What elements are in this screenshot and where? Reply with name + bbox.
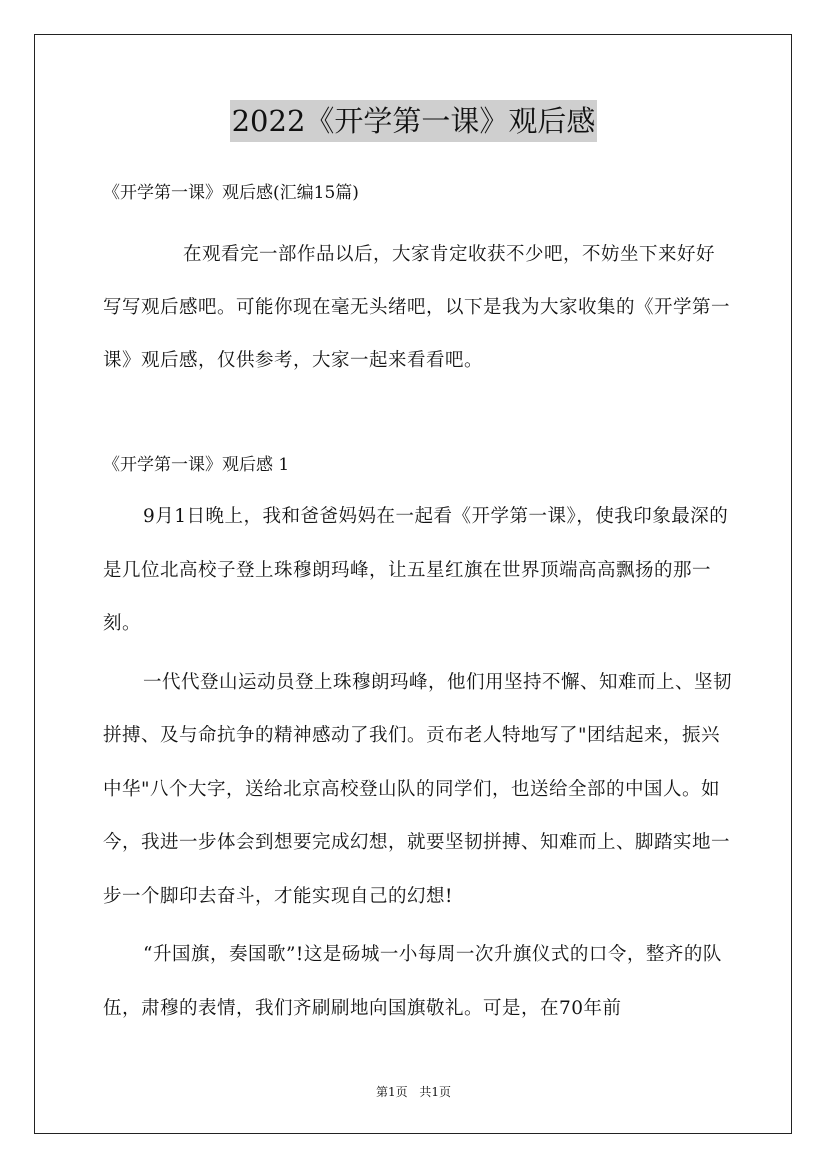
- page-footer: [0, 1084, 827, 1100]
- page-number: 第1页: [375, 1085, 408, 1099]
- body-paragraph-3: “升国旗，奏国歌”!这是砀城一小每周一次升旗仪式的口令，整齐的队伍，肃穆的表情，我们齐刷刷地向国旗敬礼。可是，在70年前: [103, 944, 722, 1019]
- intro-paragraph: 在观看完一部作品以后，大家肯定收获不少吧，不妨坐下来好好写写观后感吧。可能你现在毫无头绪吧，以下是我为大家收集的《开学第一课》观后感，仅供参考，大家一起来看看吧。: [103, 244, 731, 371]
- page-total: 共1页: [419, 1085, 452, 1099]
- body-text: [103, 490, 735, 1040]
- body-paragraph-1: 9月1日晚上，我和爸爸妈妈在一起看《开学第一课》，使我印象最深的是几位北高校子登上珠穆朗玛峰，让五星红旗在世界顶端高高飘扬的那一刻。: [103, 506, 729, 634]
- title-container: [0, 100, 827, 142]
- body-paragraph-2: 一代代登山运动员登上珠穆朗玛峰，他们用坚持不懈、知难而上、坚韧拼搏、及与命抗争的精神感动了我们。贡布老人特地写了"团结起来，振兴中华"八个大字，送给北京高校登山队的同学们，也送给全部的中国人。如今，我进一步体会到想要完成幻想，就要坚韧拼搏、知难而上、脚踏实地一步一个脚印去奋斗，才能实现自己的幻想!: [103, 671, 733, 907]
- document-subtitle: 《开学第一课》观后感(汇编15篇): [103, 183, 359, 203]
- document-title: 2022《开学第一课》观后感: [230, 100, 598, 142]
- section-heading: 《开学第一课》观后感 1: [103, 455, 290, 475]
